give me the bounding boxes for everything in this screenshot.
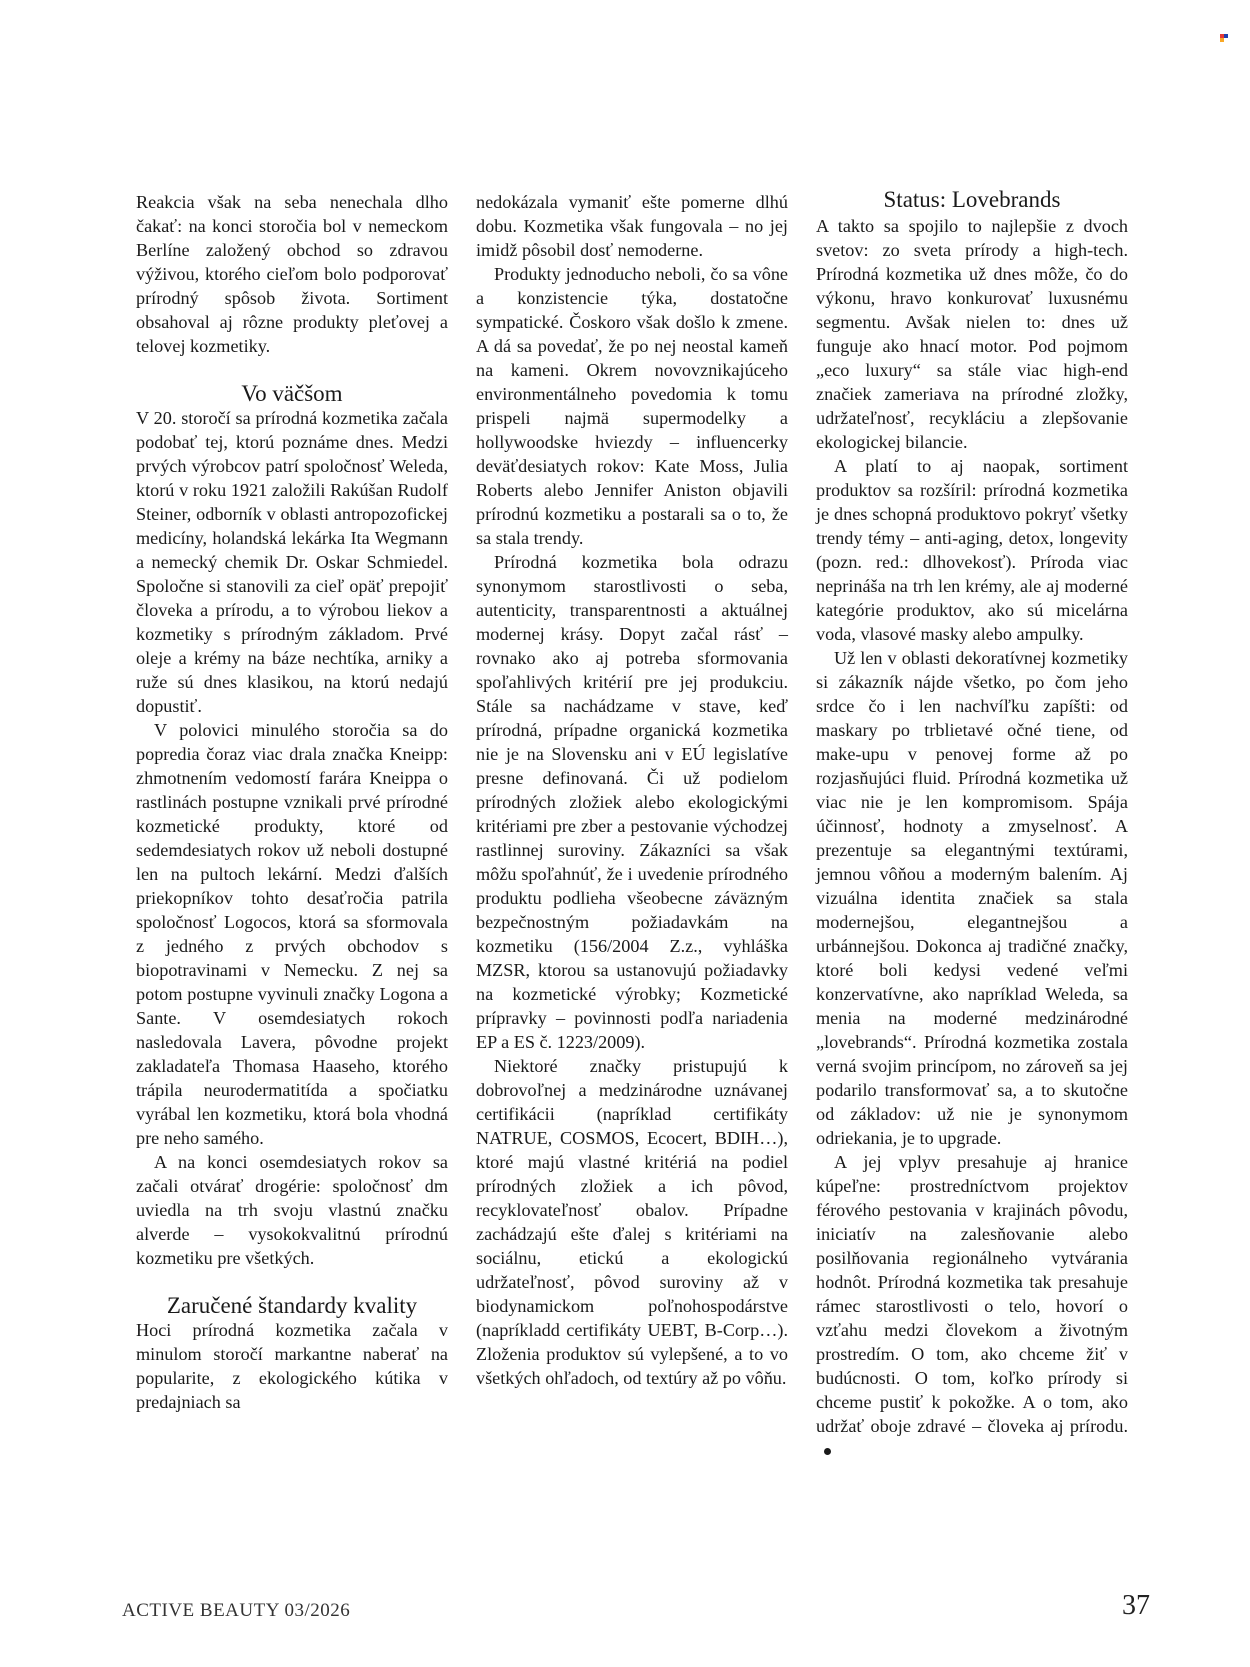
paragraph: V polovici minulého storočia sa do popredia čoraz viac drala značka Kneipp: zhmotnením vedomostí farára Kneippa o rastlinách postupne vznikali prvé prírodné kozmetické produkty, ktoré od sedemdesiatych rokov už neboli dostupné len na pultoch lekární. Medzi ďalších priekopníkov tohto desaťročia patrila spoločnosť Logocos, ktorá sa sformovala z jedného z prvých obchodov s biopotravinami v Nemecku. Z nej sa potom postupne vyvinuli značky Logona a Sante. V osemdesiatych rokoch nasledovala Lavera, pôvodne projekt zakladateľa Thomasa Haaseho, ktorého trápila neurodermatitída a spočiatku vyrábal len kozmetiku, ktorá bola vhodná pre neho samého.: [136, 720, 448, 1148]
article-column-2: [476, 190, 788, 1390]
paragraph: Už len v oblasti dekoratívnej kozmetiky si zákazník nájde všetko, po čom jeho srdce čo i len nachvíľku zapíšti: od maskary po trblietavé očné tiene, od make-upu v penovej forme až po rozjasňujúci fluid. Prírodná kozmetika už viac nie je len kompromisom. Spája účinnosť, hodnoty a zmyselnosť. A prezentuje sa elegantnými textúrami, jemnou vôňou a moderným balením. Aj vizuálna identita značiek sa stala modernejšou, elegantnejšou a urbánnejšou. Dokonca aj tradičné značky, ktoré boli kedysi vedené veľmi konzervatívne, ako napríklad Weleda, sa menia na moderné medzinárodné „lovebrands“. Prírodná kozmetika zostala verná svojim princípom, no zároveň sa jej podarilo transformovať sa, a to skutočne od základov: už nie je synonymom odriekania, je to upgrade.: [816, 648, 1128, 1148]
paragraph: Hoci prírodná kozmetika začala v minulom storočí markantne naberať na popularite, z ekologického kútika v predajniach sa: [136, 1320, 448, 1412]
article-column-3-heading: [816, 188, 1128, 212]
paragraph: V 20. storočí sa prírodná kozmetika začala podobať tej, ktorú poznáme dnes. Medzi prvých výrobcov patrí spoločnosť Weleda, ktorú v roku 1921 založili Rakúšan Rudolf Steiner, odborník v oblasti antropozofickej medicíny, holandská lekárka Ita Wegmann a nemecký chemik Dr. Oskar Schmiedel. Spoločne si stanovili za cieľ opäť prepojiť človeka a prírodu, a to výrobou liekov a kozmetiky s prírodným základom. Prvé oleje a krémy na báze nechtíka, arniky a ruže sú dnes klasikou, na ktorú nedajú dopustiť.: [136, 408, 448, 716]
page-number: 37: [1122, 1590, 1150, 1621]
paragraph: A platí to aj naopak, sortiment produktov sa rozšíril: prírodná kozmetika je dnes schopná produktovo pokryť všetky trendy témy – anti-aging, detox, longevity (pozn. red.: dlhovekosť). Príroda viac neprináša na trh len krémy, ale aj moderné kategórie produktov, ako sú micelárna voda, vlasové masky alebo ampulky.: [816, 456, 1128, 644]
footer-brand: ACTIVE BEAUTY 03/2026: [122, 1600, 351, 1621]
article-column-1: [136, 190, 448, 1414]
paragraph: Produkty jednoducho neboli, čo sa vône a konzistencie týka, dostatočne sympatické. Čoskoro však došlo k zmene. A dá sa povedať, že po nej neostal kameň na kameni. Okrem novovznikajúceho environmentálneho povedomia k tomu prispeli najmä supermodelky a hollywoodske hviezdy – influencerky deväťdesiatych rokov: Kate Moss, Julia Roberts alebo Jennifer Aniston objavili prírodnú kozmetiku a postarali sa o to, že sa stala trendy.: [476, 264, 788, 548]
paragraph-final: [816, 1150, 1128, 1462]
section-heading-standardy: Zaručené štandardy kvality: [166, 1293, 418, 1318]
paragraph: nedokázala vymaniť ešte pomerne dlhú dobu. Kozmetika však fungovala – no jej imidž pôsobil dosť nemoderne.: [476, 192, 788, 260]
paragraph: Niektoré značky pristupujú k dobrovoľnej a medzinárodne uznávanej certifikácii (napríklad certifikáty NATRUE, COSMOS, Ecocert, BDIH…), ktoré majú vlastné kritériá na podiel prírodných zložiek a ich pôvod, recyklovateľnosť obalov. Prípadne zachádzajú ešte ďalej s kritériami na sociálnu, etickú a ekologickú udržateľnosť, pôvod suroviny až v biodynamickom poľnohospodárstve (napríkladd certifikáty UEBT, B-Corp…). Zloženia produktov sú vylepšené, a to vo všetkých ohľadoch, od textúry až po vôňu.: [476, 1056, 788, 1388]
paragraph: Reakcia však na seba nenechala dlho čakať: na konci storočia bol v nemeckom Berlíne založený obchod so zdravou výživou, ktorého cieľom bolo podporovať prírodný spôsob života. Sortiment obsahoval aj rôzne produkty pleťovej a telovej kozmetiky.: [136, 192, 448, 356]
end-mark-icon: [824, 1448, 831, 1455]
paragraph: Prírodná kozmetika bola odrazu synonymom starostlivosti o seba, autenticity, transparentnosti a aktuálnej modernej krásy. Dopyt začal rásť – rovnako ako aj potreba sformovania spoľahlivých kritérií pre jej produkciu. Stále sa nachádzame v stave, keď prírodná, prípadne organická kozmetika nie je na Slovensku ani v EÚ legislatíve presne definovaná. Či už podielom prírodných zložiek alebo ekologickými kritériami pre zber a pestovanie východzej rastlinnej suroviny. Zákazníci sa však môžu spoľahnúť, že i uvedenie prírodného produktu podlieha všeobecne záväzným bezpečnostným požiadavkám na kozmetiku (156/2004 Z.z., vyhláška MZSR, ktorou sa ustanovujú požiadavky na kozmetické výrobky; Kozmetické prípravky – povinnosti podľa nariadenia EP a ES č. 1223/2009).: [476, 552, 788, 1052]
paragraph: A takto sa spojilo to najlepšie z dvoch svetov: zo sveta prírody a high-tech. Prírodná kozmetika už dnes môže, čo do výkonu, hravo konkurovať luxusnému segmentu. Avšak nielen to: dnes už funguje ako hnací motor. Pod pojmom „eco luxury“ sa stále viac high-end značiek zameriava na prírodné zložky, udržateľnosť, recykláciu a zlepšovanie ekologickej bilancie.: [816, 216, 1128, 452]
corner-color-mark: [1220, 34, 1228, 42]
article-column-3: [816, 214, 1128, 1462]
section-heading-vo-vacsom: Vo väčšom: [241, 381, 343, 406]
paragraph: A na konci osemdesiatych rokov sa začali otvárať drogérie: spoločnosť dm uviedla na trh svoju vlastnú značku alverde – vysokokvalitnú prírodnú kozmetiku pre všetkých.: [136, 1152, 448, 1268]
paragraph-text: A jej vplyv presahuje aj hranice kúpeľne: prostredníctvom projektov férového pestovania v krajinách pôvodu, iniciatív na zalesňovanie alebo posilňovania regionálneho vytvárania hodnôt. Prírodná kozmetika tak presahuje rámec starostlivosti o telo, hovorí o vzťahu medzi človekom a životným prostredím. O tom, ako chceme žiť v budúcnosti. O tom, koľko prírody si chceme pustiť k pokožke. A o tom, ako udržať oboje zdravé – človeka aj prírodu.: [816, 1152, 1128, 1436]
section-heading-status: Status: Lovebrands: [883, 187, 1061, 212]
